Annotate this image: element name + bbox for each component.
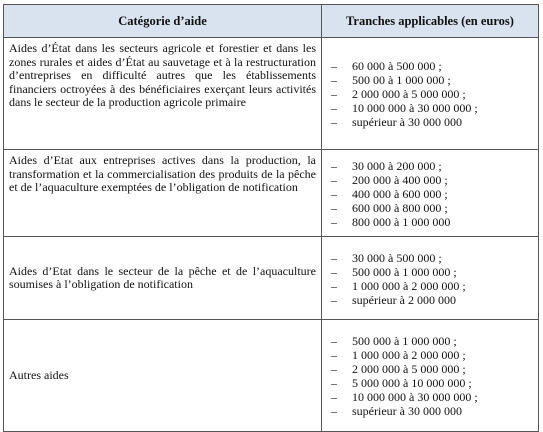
table-row xyxy=(4,38,539,150)
tranche-text: 5 000 000 à 10 000 000 ; xyxy=(352,376,472,390)
tranche-item xyxy=(322,215,538,229)
tranche-item xyxy=(322,334,538,348)
table-row xyxy=(4,237,539,320)
table-row xyxy=(4,150,539,237)
tranche-text: supérieur à 30 000 000 xyxy=(352,115,462,129)
dash-bullet: – xyxy=(331,264,337,279)
tranche-item xyxy=(322,265,538,279)
header-tranches: Tranches applicables (en euros) xyxy=(322,5,539,38)
category-cell: Aides d’Etat dans le secteur de la pêche et de l’aquaculture soumises à l’obligation de notification xyxy=(4,237,322,320)
tranche-item xyxy=(322,293,538,307)
tranche-item xyxy=(322,115,538,129)
tranche-text: 2 000 000 à 5 000 000 ; xyxy=(352,362,466,376)
tranche-item xyxy=(322,159,538,173)
tranche-text: supérieur à 2 000 000 xyxy=(352,292,456,307)
tranches-cell xyxy=(322,150,539,237)
tranche-text: 10 000 000 à 30 000 000 ; xyxy=(352,390,478,404)
tranche-text: 500 00 à 1 000 000 ; xyxy=(352,73,451,87)
tranche-item xyxy=(322,201,538,215)
dash-bullet: – xyxy=(331,390,337,404)
dash-bullet: – xyxy=(331,59,337,73)
tranches-cell xyxy=(322,320,539,432)
tranches-list xyxy=(322,247,538,310)
dash-bullet: – xyxy=(331,348,337,362)
tranches-cell xyxy=(322,237,539,320)
dash-bullet: – xyxy=(331,87,337,101)
tranche-text: 60 000 à 500 000 ; xyxy=(352,59,442,73)
category-cell: Aides d’Etat aux entreprises actives dans la production, la transformation et la commercialisation des produits de la pêche et de l’aquaculture exemptées de l’obligation de notification xyxy=(4,150,322,237)
tranches-list xyxy=(322,330,538,421)
tranche-item xyxy=(322,101,538,115)
dash-bullet: – xyxy=(331,278,337,293)
category-cell: Aides d’État dans les secteurs agricole et forestier et dans les zones rurales et aides d’État au sauvetage et à la restructuration d’entreprises en difficulté autres que les établissements financiers octroyées à des bénéficiaires exerçant leurs activités dans le secteur de la production agricole primaire xyxy=(4,38,322,150)
dash-bullet: – xyxy=(331,172,337,187)
tranches-list xyxy=(322,155,538,232)
header-category: Catégorie d’aide xyxy=(4,5,322,38)
aid-categories-table xyxy=(3,4,539,432)
table-header-row xyxy=(4,5,539,38)
tranche-item xyxy=(322,87,538,101)
tranche-text: 1 000 000 à 2 000 000 ; xyxy=(352,348,466,362)
tranche-text: 500 000 à 1 000 000 ; xyxy=(352,334,457,348)
dash-bullet: – xyxy=(331,186,337,201)
tranche-text: 200 000 à 400 000 ; xyxy=(352,172,448,187)
tranche-item xyxy=(322,59,538,73)
dash-bullet: – xyxy=(331,250,337,265)
tranches-cell xyxy=(322,38,539,150)
tranche-item xyxy=(322,404,538,418)
dash-bullet: – xyxy=(331,376,337,390)
tranche-item xyxy=(322,279,538,293)
tranche-item xyxy=(322,173,538,187)
tranche-text: supérieur à 30 000 000 xyxy=(352,404,462,418)
dash-bullet: – xyxy=(331,214,337,229)
dash-bullet: – xyxy=(331,404,337,418)
tranche-text: 2 000 000 à 5 000 000 ; xyxy=(352,87,466,101)
category-cell: Autres aides xyxy=(4,320,322,432)
table-row xyxy=(4,320,539,432)
tranches-list xyxy=(322,55,538,132)
tranche-text: 30 000 à 500 000 ; xyxy=(352,250,442,265)
dash-bullet: – xyxy=(331,73,337,87)
dash-bullet: – xyxy=(331,158,337,173)
dash-bullet: – xyxy=(331,292,337,307)
tranche-text: 1 000 000 à 2 000 000 ; xyxy=(352,278,466,293)
dash-bullet: – xyxy=(331,334,337,348)
tranche-item xyxy=(322,348,538,362)
tranche-text: 600 000 à 800 000 ; xyxy=(352,200,448,215)
dash-bullet: – xyxy=(331,362,337,376)
tranche-text: 30 000 à 200 000 ; xyxy=(352,158,442,173)
dash-bullet: – xyxy=(331,101,337,115)
tranche-item xyxy=(322,390,538,404)
tranche-item xyxy=(322,362,538,376)
tranche-item xyxy=(322,187,538,201)
tranche-item xyxy=(322,251,538,265)
dash-bullet: – xyxy=(331,115,337,129)
tranche-text: 400 000 à 600 000 ; xyxy=(352,186,448,201)
tranche-item xyxy=(322,73,538,87)
tranche-text: 800 000 à 1 000 000 xyxy=(352,214,451,229)
tranche-text: 10 000 000 à 30 000 000 ; xyxy=(352,101,478,115)
tranche-text: 500 000 à 1 000 000 ; xyxy=(352,264,457,279)
dash-bullet: – xyxy=(331,200,337,215)
tranche-item xyxy=(322,376,538,390)
